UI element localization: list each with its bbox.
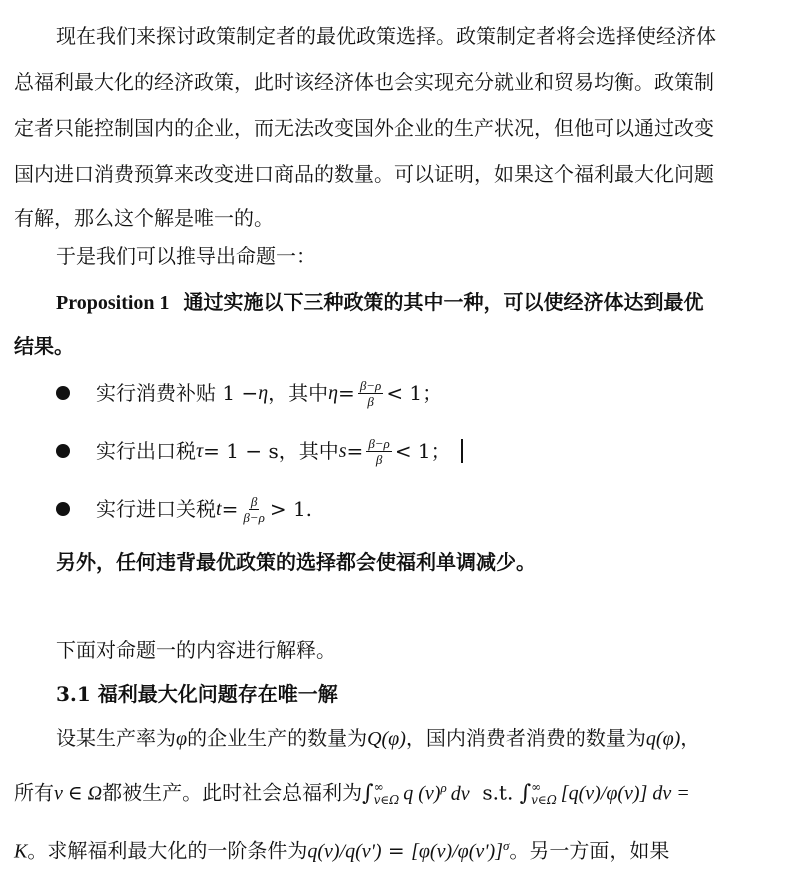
para2-text-b: 的企业生产的数量为: [187, 726, 368, 750]
bullet2-fraction: [366, 436, 392, 467]
proposition-line2: 结果。: [14, 334, 74, 358]
integral-sign-1: ∫: [362, 780, 374, 806]
para2-text-a: 设某生产率为: [56, 726, 176, 750]
para2-text-f: 都被生产。此时社会总福利为: [102, 780, 363, 805]
Q-function: Q(φ): [367, 728, 406, 750]
paragraph1-line2: 总福利最大化的经济政策，此时该经济体也会实现充分就业和贸易均衡。政策制: [14, 70, 714, 94]
para2-line1: [56, 724, 786, 753]
bullet-item-2: [56, 428, 463, 474]
paragraph1-line5: 有解，那么这个解是唯一的。: [14, 206, 274, 230]
bullet3-suffix: > 1.: [269, 497, 313, 521]
bullet2-lhs: s: [338, 440, 347, 462]
bullet3-fraction: [241, 494, 267, 525]
bullet-text-2: [96, 436, 463, 467]
proposition-text: 通过实施以下三种政策的其中一种，可以使经济体达到最优: [183, 290, 704, 314]
integrand-1: q (v): [403, 782, 441, 805]
bullet-text-1: [96, 378, 442, 409]
para2-line2: [14, 774, 786, 808]
bullet-dot-icon: [56, 386, 70, 400]
proposition-line1: [56, 288, 786, 317]
intro-text: 于是我们可以推导出命题一：: [56, 244, 316, 268]
bullet1-eq: =: [338, 381, 355, 405]
bullet1-suffix: < 1；: [386, 381, 443, 405]
foc-lhs: q(v)/q(v'): [307, 840, 382, 863]
integral-limits-2: [531, 781, 557, 807]
para2-text-e: 所有: [14, 780, 54, 805]
foc-rhs: [φ(v)/φ(v')]: [411, 840, 503, 863]
proposition-label: Proposition 1: [56, 292, 170, 314]
paragraph1-line3: 定者只能控制国内的企业，而无法改变国外企业的生产状况，但他可以通过改变: [14, 116, 714, 140]
bullet-dot-icon: [56, 502, 70, 516]
para2-text-c: ，国内消费者消费的数量为: [405, 726, 646, 750]
explain-text: 下面对命题一的内容进行解释。: [56, 638, 336, 662]
dv-1: dv: [450, 782, 470, 805]
foc-eq: =: [381, 838, 412, 863]
bullet1-den: β: [367, 393, 374, 409]
int1-upper: ∞: [373, 780, 384, 795]
bullet3-prefix: 实行进口关税: [96, 497, 216, 521]
bullet1-num: β−ρ: [359, 377, 382, 393]
para2-text-h: 。另一方面，如果: [509, 838, 670, 863]
section-heading: 3.1 福利最大化问题存在唯一解: [56, 682, 338, 706]
bullet3-var: t: [216, 498, 222, 520]
K-symbol: K: [14, 840, 28, 863]
bullet-item-1: [56, 370, 442, 416]
para2-text-g: 。求解福利最大化的一阶条件为: [27, 838, 308, 863]
q-function: q(φ): [645, 728, 681, 750]
bullet3-eq: =: [221, 497, 239, 521]
integral-limits-1: [374, 781, 400, 807]
integral-sign-2: ∫: [519, 780, 532, 806]
phi-symbol: φ: [176, 728, 188, 750]
bullet2-mid: = 1 − s，其中: [203, 439, 339, 463]
para2-text-d: ，: [680, 726, 701, 750]
rho-exponent: ρ: [440, 780, 447, 795]
bullet-text-3: [96, 494, 312, 525]
v-in-omega: v ∈ Ω: [54, 782, 103, 805]
bullet2-den: β: [375, 451, 383, 467]
integrand-2: [q(v)/φ(v)] dv =: [560, 782, 690, 805]
text-cursor: [461, 439, 463, 463]
bullet2-suffix: < 1；: [394, 439, 451, 463]
int1-lower: v∈Ω: [373, 793, 400, 808]
bullet3-num: β: [250, 493, 258, 509]
bullet2-num: β−ρ: [368, 435, 390, 451]
conclusion-text: 另外，任何违背最优政策的选择都会使福利单调减少。: [56, 550, 536, 574]
bullet2-prefix: 实行出口税: [96, 439, 196, 463]
bullet3-den: β−ρ: [243, 509, 265, 525]
paragraph1-line4: 国内进口消费预算来改变进口商品的数量。可以证明，如果这个福利最大化问题: [14, 162, 714, 186]
bullet1-mid: ，其中: [268, 381, 329, 405]
para2-line3: [14, 832, 786, 866]
bullet2-eq: =: [346, 439, 364, 463]
bullet-item-3: [56, 486, 312, 532]
bullet1-prefix: 实行消费补贴 1 −: [96, 381, 259, 405]
bullet1-lhs: η: [328, 382, 339, 404]
bullet2-var: τ: [196, 440, 204, 462]
such-that: s.t.: [482, 780, 514, 805]
bullet-dot-icon: [56, 444, 70, 458]
sigma-exponent: σ: [503, 838, 510, 853]
bullet1-fraction: [358, 378, 384, 409]
paragraph1-line1: 现在我们来探讨政策制定者的最优政策选择。政策制定者将会选择使经济体: [56, 24, 716, 48]
int2-upper: ∞: [531, 780, 542, 795]
bullet1-var: η: [258, 382, 269, 404]
int2-lower: v∈Ω: [531, 793, 557, 808]
